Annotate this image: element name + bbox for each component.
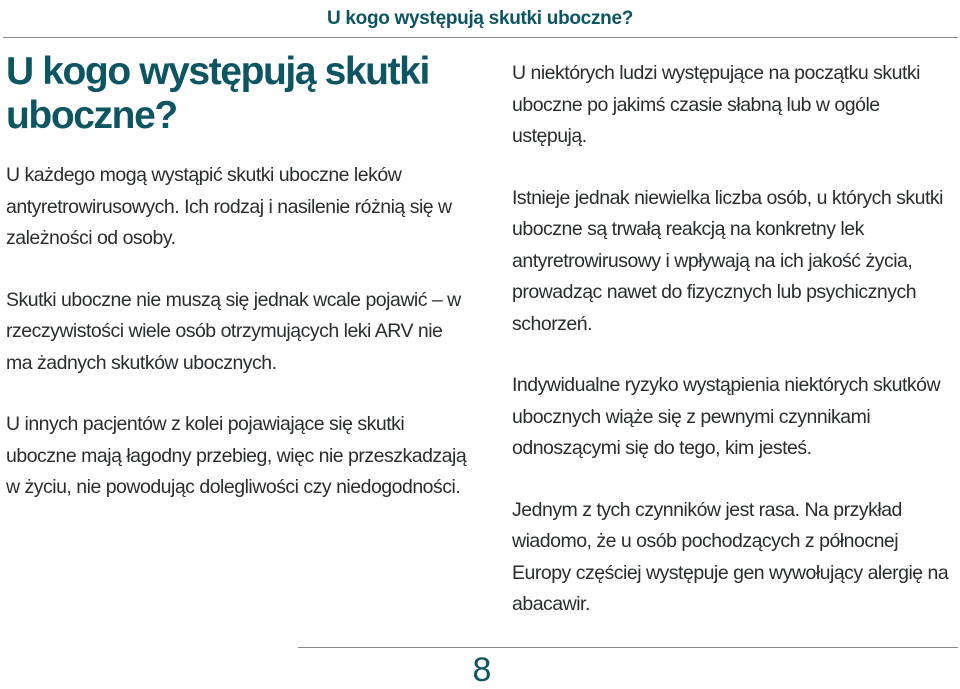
page-number: 8	[472, 651, 492, 689]
paragraph: U każdego mogą wystąpić skutki uboczne leków antyretrowirusowych. Ich rodzaj i nasilenie różnią się w zależności od osoby.	[6, 164, 452, 249]
left-column	[6, 50, 468, 534]
paragraph: Indywidualne ryzyko wystąpienia niektórych skutków ubocznych wiąże się z pewnymi czynnikami odnoszącymi się do tego, kim jesteś.	[512, 374, 941, 459]
paragraph: Skutki uboczne nie muszą się jednak wcale pojawić – w rzeczywistości wiele osób otrzymujących leki ARV nie ma żadnych skutków ubocznych.	[6, 288, 461, 374]
section-title: U kogo występują skutki uboczne?	[6, 50, 429, 137]
running-header: U kogo występują skutki uboczne?	[326, 8, 634, 29]
footer-divider	[298, 647, 958, 648]
header-divider	[3, 37, 958, 38]
right-column	[512, 58, 958, 651]
paragraph: Jednym z tych czynników jest rasa. Na przykład wiadomo, że u osób pochodzących z północnej Europy częściej występuje gen wywołujący alergię na abacawir.	[512, 498, 949, 615]
paragraph: U niektórych ludzi występujące na początku skutki uboczne po jakimś czasie słabną lub w ogóle ustępują.	[512, 62, 920, 147]
paragraph: U innych pacjentów z kolei pojawiające się skutki uboczne mają łagodny przebieg, więc nie przeszkadzają w życiu, nie powodując dolegliwości czy niedogodności.	[6, 413, 467, 498]
paragraph: Istnieje jednak niewielka liczba osób, u których skutki uboczne są trwałą reakcją na konkretny lek antyretrowirusowy i wpływają na ich jakość życia, prowadząc nawet do fizycznych lub psychicznych schorzeń.	[512, 186, 943, 335]
